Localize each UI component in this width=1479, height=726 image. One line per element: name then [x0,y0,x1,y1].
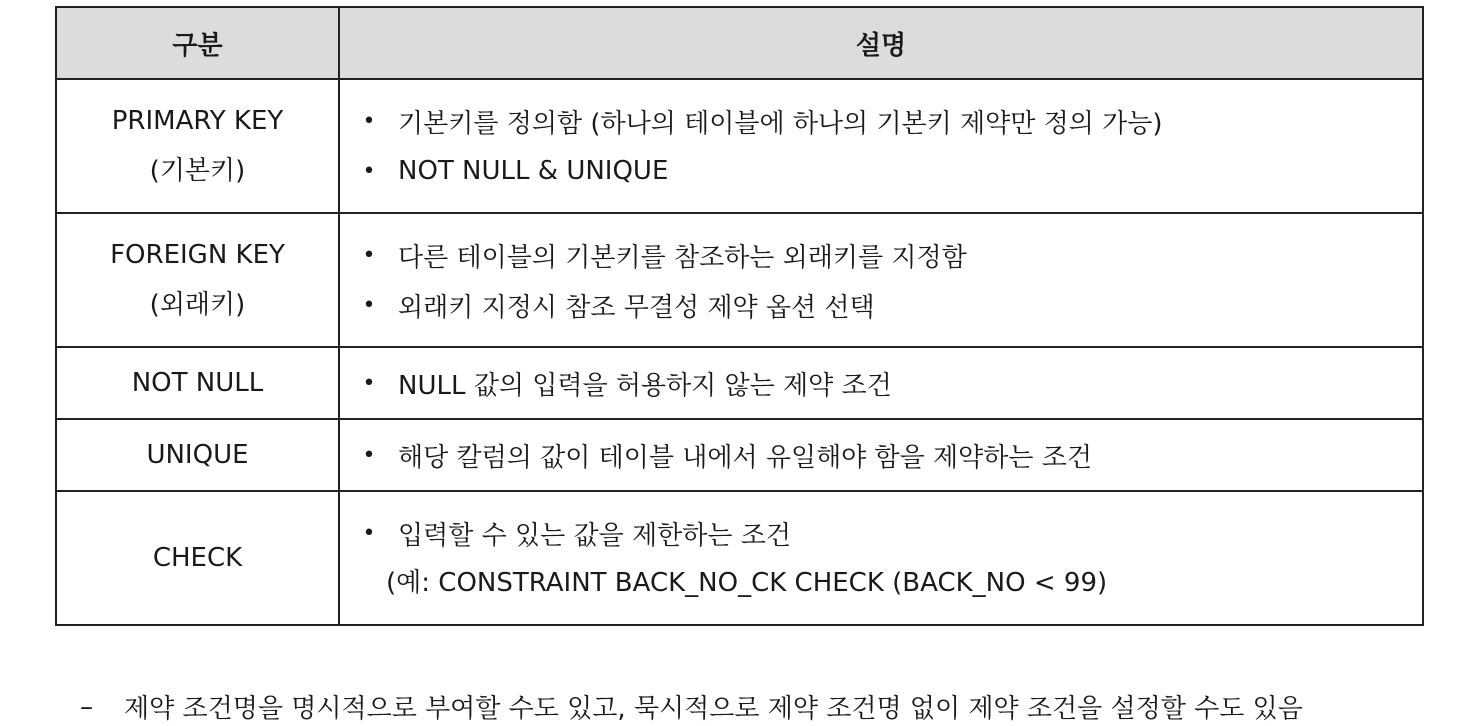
bullet-item [340,430,1422,480]
table-row [56,347,1423,419]
constraint-name-cell [56,79,339,213]
bullet-text: 입력할 수 있는 값을 제한하는 조건 [398,520,791,551]
dash-icon: – [80,691,93,722]
bullet-icon: • [362,292,376,318]
bullet-text: 다른 테이블의 기본키를 참조하는 외래키를 지정함 [398,242,967,273]
constraint-description-cell [339,419,1423,491]
table-row [56,491,1423,625]
constraint-name-cell [56,491,339,625]
bullet-icon: • [362,442,376,468]
bullet-icon: • [362,520,376,546]
bullet-text: 해당 칼럼의 값이 테이블 내에서 유일해야 함을 제약하는 조건 [398,442,1093,473]
bullet-text: 외래키 지정시 참조 무결성 제약 옵션 선택 [398,292,875,323]
table-header-row [56,7,1423,79]
footnote-text: 제약 조건명을 명시적으로 부여할 수도 있고, 묵시적으로 제약 조건명 없이 제약 조건을 설정할 수도 있음 [124,694,1303,724]
bullet-item [340,508,1422,558]
constraint-name: CHECK [152,543,243,573]
constraint-description-cell [339,347,1423,419]
table-row [56,213,1423,347]
header-description: 설명 [339,7,1423,79]
bullet-text: 기본키를 정의함 (하나의 테이블에 하나의 기본키 제약만 정의 가능) [398,108,1163,139]
bullet-icon: • [362,108,376,134]
constraint-name: UNIQUE [146,440,249,470]
constraint-description-cell [339,79,1423,213]
bullet-item [340,280,1422,330]
bullet-item [340,146,1422,196]
constraint-name: NOT NULL [131,368,264,398]
constraint-description-cell [339,491,1423,625]
header-category: 구분 [56,7,339,79]
constraint-name-cell [56,213,339,347]
bullet-icon: • [362,242,376,268]
bullet-item [340,230,1422,280]
constraint-name-korean: (외래키) [149,290,246,320]
bullet-text: NULL 값의 입력을 허용하지 않는 제약 조건 [398,370,892,401]
table-row [56,79,1423,213]
constraint-name: PRIMARY KEY [111,106,284,136]
constraints-table [55,6,1424,626]
constraint-name-cell [56,347,339,419]
constraint-name: FOREIGN KEY [110,240,285,270]
bullet-icon: • [362,370,376,396]
constraint-name-cell [56,419,339,491]
constraint-name-korean: (기본키) [149,156,246,186]
check-example: (예: CONSTRAINT BACK_NO_CK CHECK (BACK_NO < 99) [386,568,1108,598]
footnote [80,688,1303,725]
bullet-text: NOT NULL & UNIQUE [398,156,669,186]
bullet-item [340,358,1422,408]
table-row [56,419,1423,491]
constraint-description-cell [339,213,1423,347]
bullet-item [340,96,1422,146]
bullet-icon: • [362,158,376,184]
